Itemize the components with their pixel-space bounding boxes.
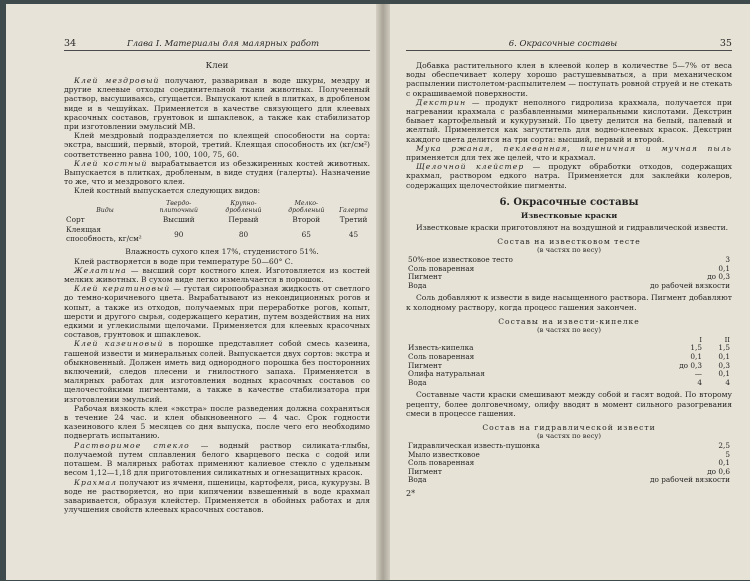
left-page [6, 4, 384, 580]
table-row: Пигмент до 0,6 [408, 466, 730, 476]
recipe-title: Состав на гидравлической извести [482, 423, 656, 432]
table-row: Сорт Высший Первый Второй Третий [66, 214, 368, 224]
paragraph: Клей костный вырабатывается из обезжиренных костей животных. Выпускается в плитках, дробленым, в виде студня (галерты). Назначение то же, что и мездрового клея. [64, 158, 371, 187]
table-row: Мыло известковое 5 [408, 449, 730, 459]
table-row: Клеящая способность, кг/см² 90 80 65 45 [66, 225, 359, 243]
recipe-table [406, 442, 732, 485]
table-row: Соль поваренная 0,1 [408, 263, 730, 273]
recipe-unit: (в частях по весу) [536, 246, 602, 255]
humidity-note: Влажность сухого клея 17%, студенистого 51%. [125, 247, 319, 257]
running-head: 6. Окрасочные составы [508, 39, 618, 49]
paragraph: Мука ржаная, пеклеванная, пшеничная и мучная пыль применяется для тех же целей, что и крахмал. [406, 143, 732, 163]
recipe-title: Составы на извести-кипелке [498, 316, 640, 326]
recipe-unit: (в частях по весу) [536, 432, 602, 440]
recipe-title: Состав на известковом тесте [497, 237, 641, 247]
table-row: Вода до рабочей вязкости [408, 475, 730, 485]
paragraph: Известковые краски приготовляют на воздушной и гидравлической извести. [416, 222, 729, 232]
table-row: Пигмент до 0,3 [408, 272, 730, 282]
paragraph: Желатина — высший сорт костного клея. Изготовляется из костей мелких животных. В сухом виде легко измельчается в порошок. [64, 265, 370, 285]
recipe-unit: (в частях по весу) [536, 325, 602, 334]
paragraph: Клей казеиновый в порошке представляет собой смесь казеина, гашеной извести и минеральных солей. Выпускается двух сортов: экстра и обыкновенный. Должен иметь вид однородного порошка без посторонних включений, следов плесени и гнилостного запаха. Применяется в малярных работах для изготовления водных красочных составов со щелочестойкими пигментами, а также в качестве стабилизатора при изготовлении эмульсий. [64, 339, 371, 404]
paragraph: Декстрин — продукт неполного гидролиза крахмала, получается при нагревании крахмала с разбавленными минеральными кислотами. Декстрин бывает картофельный и кукурузный. По цвету делится на белый, палевый и желтый. Применяется как загуститель для водно-клеевых красок. Декстрин каждого цвета делится на три сорта: высший, первый и второй. [406, 97, 732, 144]
table-header: Твердо-плиточный [159, 199, 198, 214]
table-row: I II [699, 335, 730, 344]
paragraph: Добавка растительного клея в клеевой колер в количестве 5—7% от веса воды обеспечивает колеру хорошо растушевываться, а при механическом распылении пистолетом-распылителем — поступать ровной струей и не стекать с окрашиваемой поверхности. [406, 61, 732, 98]
paragraph: Клей мездровый получают, разваривая в воде шкуры, мездру и другие клеевые отходы соединительной ткани животных. Полученный раствор, высушиваясь, сгущается. Выпускают клей в плитках, в дробленом виде и в чешуйках. Применяется в качестве связующего для клеевых красочных составов, грунтовок и шпаклевок, а также как стабилизатор при изготовлении эмульсий МВ. [64, 76, 371, 132]
table-row: 50%-ное известковое тесто 3 [408, 255, 730, 265]
recipe-table [406, 336, 732, 388]
table-row: Соль поваренная 0,1 0,1 [408, 352, 730, 362]
subsection-title: Известковые краски [520, 210, 618, 220]
paragraph: Составные части краски смешивают между собой и гасят водой. По второму рецепту, более долговечному, олифу вводят в момент сильного разогревания смеси в процессе гашения. [406, 390, 732, 418]
signature-mark: 2* [406, 488, 416, 498]
paragraph: Соль добавляют к извести в виде насыщенного раствора. Пигмент добавляют к холодному раствору, когда процесс гашения закончен. [406, 293, 732, 312]
table-header: Виды [96, 206, 114, 214]
recipe-table [406, 256, 732, 290]
table-row: Известь-кипелка 1,5 1,5 [408, 343, 730, 353]
paragraph: Крахмал получают из ячменя, пшеницы, картофеля, риса, кукурузы. В воде не растворяется, но при кипячении взвешенный в воде крахмал заваривается, образуя клейстер. Применяется в обойных работах и для улучшения свойств клеевых красочных составов. [64, 477, 370, 515]
table-row: Олифа натуральная — 0,1 [408, 369, 730, 379]
page-number: 34 [64, 38, 77, 49]
table-row: Вода до рабочей вязкости [408, 280, 730, 290]
table-row: Вода 4 4 [408, 377, 730, 387]
paragraph: Щелочной клейстер — продукт обработки отходов, содержащих крахмал, раствором едкого натра. Применяется для заклейки колеров, содержащих щелочестойкие пигменты. [406, 162, 732, 190]
table-row: Гидравлическая известь-пушонка 2,5 [408, 441, 730, 450]
table-header: Галерта [339, 206, 368, 214]
left-page-header [64, 38, 370, 51]
paragraph: Клей кератиновый — густая сиропообразная жидкость от светлого до темно-коричневого цвета. Вырабатывают из некондиционных рогов и копыт, а также из отходов, получаемых при переработке рогов, копыт, шерсти и другого сырья, содержащего кератин, путем воздействия на них едкими и углекислыми щелочами. Применяется для клеевых красочных составов, грунтовок и шпаклевок. [64, 284, 370, 340]
book-spine [376, 4, 390, 580]
section-title: 6. Окрасочные составы [499, 196, 639, 208]
table-header: Мелко-дробленый [288, 199, 325, 214]
table-row: Соль поваренная 0,1 [408, 458, 730, 468]
running-head: Глава I. Материалы для малярных работ [127, 39, 320, 49]
right-page [384, 4, 750, 580]
paragraph: Клей растворяется в воде при температуре 50—60° С. [74, 256, 294, 266]
paragraph: Растворимое стекло — водный раствор силиката-глыбы, получаемой путем сплавления белого кварцевого песка с содой или поташем. В малярных работах применяют калиевое стекло с удельным весом 1,12—1,18 для приготовления силикатных и огнезащитных красок. [64, 440, 370, 478]
paragraph: Клей костный выпускается следующих видов: [74, 186, 261, 196]
section-title: Клеи [205, 61, 229, 71]
paragraph: Клей мездровый подразделяется по клеящей способности на сорта: экстра, высший, первый, второй, третий. Клеящая способность их (кг/см²) соответственно равна 100, 100, 100, 75, 60. [64, 131, 370, 159]
table-row: Пигмент до 0,3 0,3 [408, 360, 730, 370]
paragraph: Рабочая вязкость клея «экстра» после разведения должна сохраняться в течение 24 час. и клея обыкновенного — 4 час. Срок годности казеинового клея 5 месяцев со дня выпуска, после чего его необходимо подвергать испытанию. [64, 403, 370, 441]
page-number: 35 [719, 38, 732, 49]
right-page-header [406, 38, 732, 51]
table-header: Крупно-дробленый [225, 199, 262, 214]
glue-grades-table [64, 199, 370, 245]
